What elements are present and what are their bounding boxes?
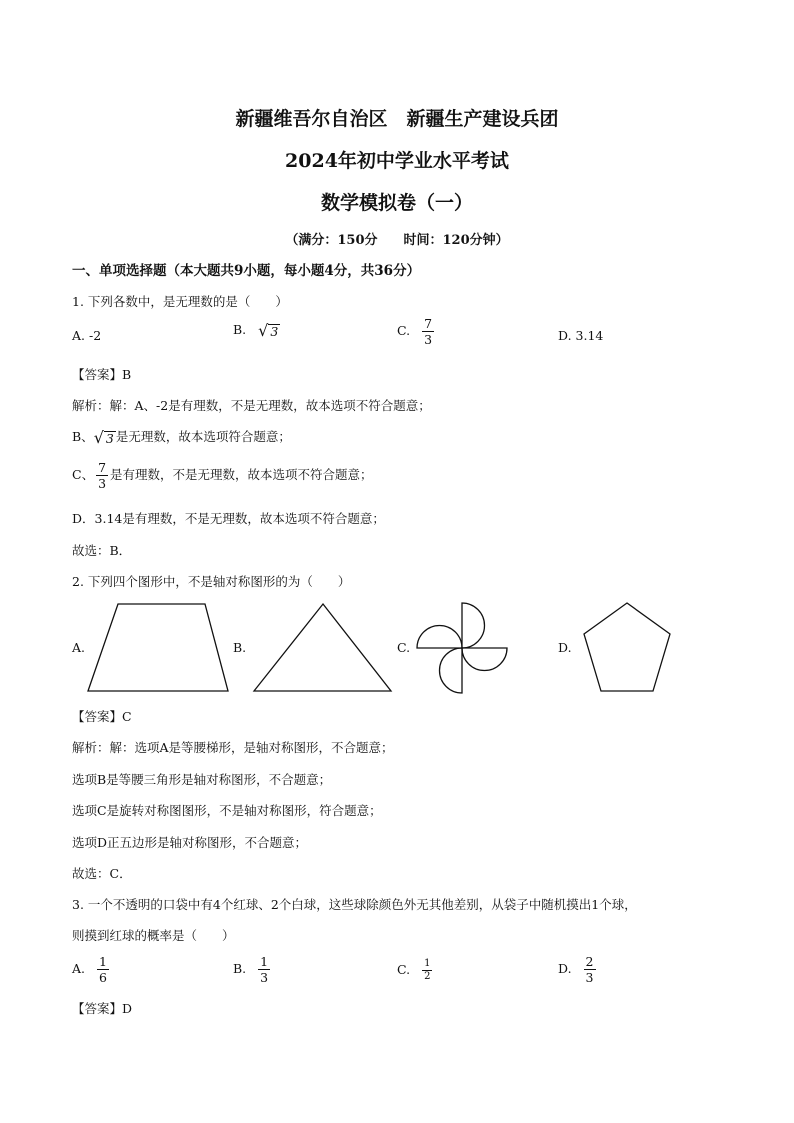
fraction: [96, 460, 108, 491]
pentagon-figure: [582, 602, 672, 692]
denominator: 3: [260, 970, 269, 985]
triangle-figure: [254, 604, 392, 692]
q1-conclusion: 故选：B．: [72, 543, 132, 558]
q2-explanation-c: 选项C是旋转对称图图形，不是轴对称图形，符合题意；: [72, 803, 382, 818]
q1-option-d: D. 3.14: [558, 328, 604, 343]
numerator: 1: [99, 954, 107, 969]
q3-option-a: [72, 954, 111, 985]
q2-option-c-label: C.: [397, 640, 411, 655]
section-heading: 一、单项选择题（本大题共9小题，每小题4分，共36分）: [72, 263, 421, 279]
option-label: C.: [397, 323, 411, 338]
numerator: 7: [98, 460, 107, 475]
fraction: [422, 958, 432, 983]
option-label: B.: [233, 322, 247, 337]
q1-explanation-d: D．3.14是有理数，不是无理数，故本选项不符合题意；: [72, 511, 385, 526]
q2-stem: 2. 下列四个图形中，不是轴对称图形的为（ ）: [72, 574, 351, 589]
prefix: C、: [72, 467, 95, 482]
option-label: D.: [558, 961, 572, 976]
title-exam: 2024年初中学业水平考试: [285, 150, 509, 172]
denominator: 3: [424, 332, 433, 347]
numerator: 7: [424, 316, 433, 331]
sqrt-expression: √ 3: [93, 427, 114, 447]
radicand: 3: [105, 430, 114, 446]
q1-stem: 1. 下列各数中，是无理数的是（ ）: [72, 294, 288, 309]
prefix: B、: [72, 429, 94, 444]
title-region: 新疆维吾尔自治区 新疆生产建设兵团: [235, 108, 559, 130]
fraction: [422, 316, 434, 347]
q2-explanation-d: 选项D正五边形是轴对称图形，不合题意；: [72, 835, 308, 850]
numerator: 2: [585, 954, 594, 969]
option-label: C.: [397, 962, 411, 977]
suffix: 是无理数，故本选项符合题意；: [115, 429, 291, 444]
q1-option-a: A. -2: [72, 328, 102, 343]
denominator: 2: [424, 971, 431, 982]
denominator: 3: [98, 476, 107, 491]
q3-stem-line2: 则摸到红球的概率是（ ）: [72, 928, 235, 943]
fraction: [584, 954, 596, 985]
q1-option-c: [397, 316, 436, 347]
q3-answer: 【答案】D: [72, 1001, 133, 1016]
suffix: 是有理数，不是无理数，故本选项不符合题意；: [110, 467, 373, 482]
q1-explanation-b: [72, 427, 291, 446]
q3-option-d: [558, 954, 598, 985]
q2-option-a-label: A.: [72, 640, 86, 655]
fraction: [258, 954, 270, 985]
sqrt-expression: √ 3: [258, 320, 279, 340]
radicand: 3: [270, 323, 279, 339]
fraction: [97, 954, 109, 985]
q2-explanation-a: 解析：解：选项A是等腰梯形，是轴对称图形，不合题意；: [72, 740, 394, 755]
q2-option-d-label: D.: [558, 640, 572, 655]
trapezoid-figure: [88, 604, 228, 692]
denominator: 3: [585, 970, 594, 985]
q3-option-c: [397, 958, 434, 983]
q2-explanation-b: 选项B是等腰三角形是轴对称图形，不合题意；: [72, 772, 332, 787]
q1-option-b: [233, 322, 280, 339]
numerator: 1: [424, 958, 431, 969]
q3-stem-line1: 3. 一个不透明的口袋中有4个红球、2个白球，这些球除颜色外无其他差别，从袋子中随机摸出1个球，: [72, 897, 637, 912]
q2-option-b-label: B.: [233, 640, 247, 655]
score-time-info: （满分：150分 时间：120分钟）: [285, 233, 509, 248]
title-paper: 数学模拟卷（一）: [320, 192, 473, 214]
q1-answer: 【答案】B: [72, 367, 132, 382]
q3-option-b: [233, 954, 272, 985]
q2-answer: 【答案】C: [72, 709, 132, 724]
q2-conclusion: 故选：C．: [72, 866, 132, 881]
pinwheel-figure: [416, 602, 508, 694]
denominator: 6: [99, 970, 107, 985]
option-label: A.: [72, 961, 86, 976]
q1-explanation-c: [72, 460, 373, 491]
numerator: 1: [260, 954, 269, 969]
q1-explanation-a: 解析：解：A、-2是有理数，不是无理数，故本选项不符合题意；: [72, 398, 431, 413]
option-label: B.: [233, 961, 247, 976]
